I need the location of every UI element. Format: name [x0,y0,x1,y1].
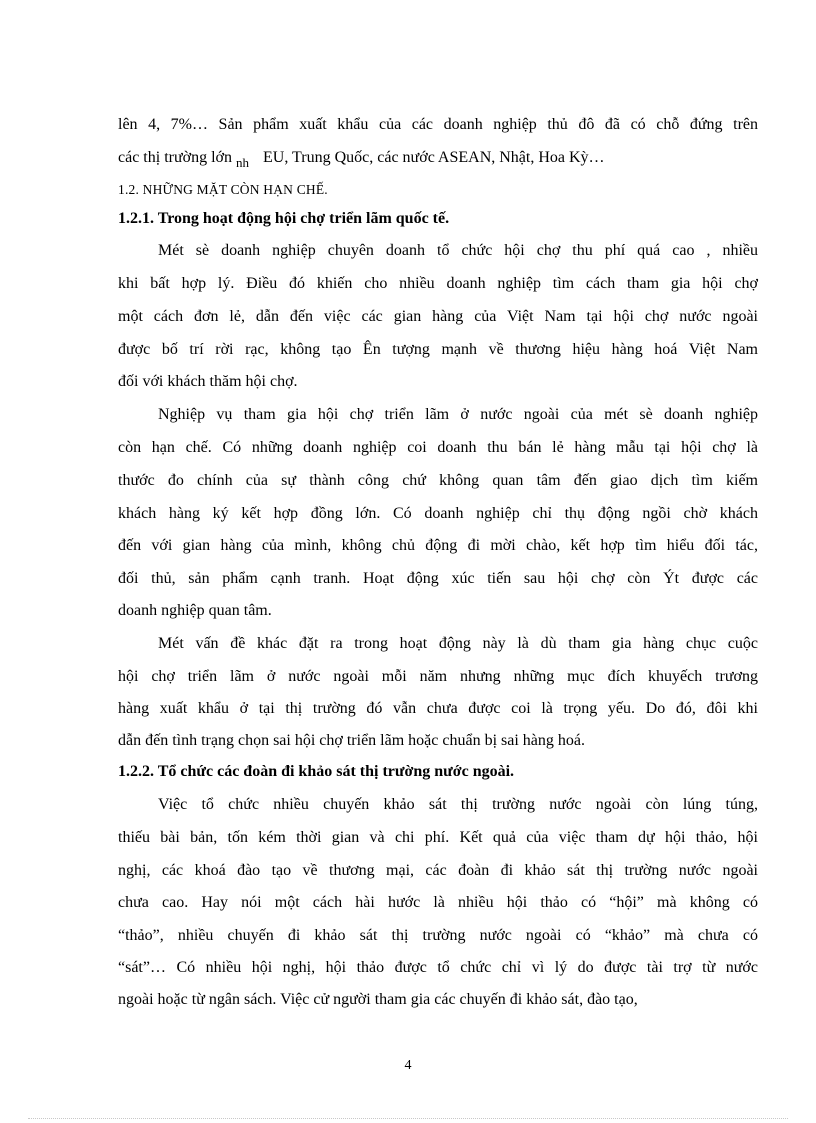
body-line [118,148,758,168]
body-line: một cách đơn lẻ, dẫn đến việc các gian hàng của Việt Nam tại hội chợ nước ngoài [118,308,758,325]
body-line: được bố trí rời rạc, không tạo Ên tượng mạnh về thương hiệu hàng hoá Việt Nam [118,341,758,358]
body-line: ngoài hoặc từ ngân sách. Việc cử người tham gia các chuyến đi khảo sát, đào tạo, [118,991,638,1008]
footer-divider [28,1118,788,1119]
body-text: EU, Trung Quốc, các nước ASEAN, Nhật, Hoa Kỳ… [263,149,605,166]
body-line: “sát”… Có nhiều hội nghị, hội thảo được tổ chức chỉ vì lý do được tài trợ từ nước [118,959,758,976]
body-line: thước đo chính của sự thành công chứ không quan tâm đến giao dịch tìm kiếm [118,472,758,489]
body-line: đối với khách thăm hội chợ. [118,373,298,390]
subsection-heading: 1.2.1. Trong hoạt động hội chợ triển lãm quốc tế. [118,210,450,227]
subscript-fragment: nh [236,155,250,170]
body-text: các thị trường lớn [118,149,233,166]
body-line: lên 4, 7%… Sản phẩm xuất khẩu của các doanh nghiệp thủ đô đã có chỗ đứng trên [118,116,758,133]
body-line: doanh nghiệp quan tâm. [118,602,272,619]
subsection-heading: 1.2.2. Tổ chức các đoàn đi khảo sát thị trường nước ngoài. [118,763,515,780]
body-line: Nghiệp vụ tham gia hội chợ triển lãm ở nước ngoài của mét sè doanh nghiệp [158,406,758,423]
body-line: chưa cao. Hay nói một cách hài hước là nhiều hội thảo có “hội” mà không có [118,894,758,911]
body-line: hội chợ triển lãm ở nước ngoài mỗi năm nhưng những mục đích khuyếch trương [118,668,758,685]
section-heading: 1.2. NHỮNG MẶT CÒN HẠN CHẾ. [118,182,328,197]
body-line: hàng xuất khẩu ở tại thị trường đó vẫn chưa được coi là trọng yếu. Do đó, đôi khi [118,700,758,717]
body-line: dẫn đến tình trạng chọn sai hội chợ triển lãm hoặc chuẩn bị sai hàng hoá. [118,732,585,749]
body-line: nghị, các khoá đào tạo về thương mại, các đoàn đi khảo sát thị trường nước ngoài [118,862,758,879]
page-number: 4 [404,1058,412,1073]
body-line: còn hạn chế. Có những doanh nghiệp coi doanh thu bán lẻ hàng mẫu tại hội chợ là [118,439,758,456]
body-line: đối thủ, sản phẩm cạnh tranh. Hoạt động xúc tiến sau hội chợ còn Ýt được các [118,570,758,587]
body-line: đến với gian hàng của mình, không chủ động đi mời chào, kết hợp tìm hiểu đối tác, [118,537,758,554]
body-line: khách hàng ký kết hợp đồng lớn. Có doanh nghiệp chỉ thụ động ngồi chờ khách [118,505,758,522]
body-line: thiếu bài bản, tốn kém thời gian và chi phí. Kết quả của việc tham dự hội thảo, hội [118,829,758,846]
body-line: khi bất hợp lý. Điều đó khiến cho nhiều doanh nghiệp tìm cách tham gia hội chợ [118,275,758,292]
body-line: “thảo”, nhiều chuyến đi khảo sát thị trường nước ngoài có “khảo” mà chưa có [118,927,758,944]
body-line: Mét sè doanh nghiệp chuyên doanh tổ chức hội chợ thu phí quá cao , nhiều [158,242,758,259]
body-line: Mét vấn đề khác đặt ra trong hoạt động này là dù tham gia hàng chục cuộc [158,635,758,652]
body-line: Việc tổ chức nhiều chuyến khảo sát thị trường nước ngoài còn lúng túng, [158,796,758,813]
